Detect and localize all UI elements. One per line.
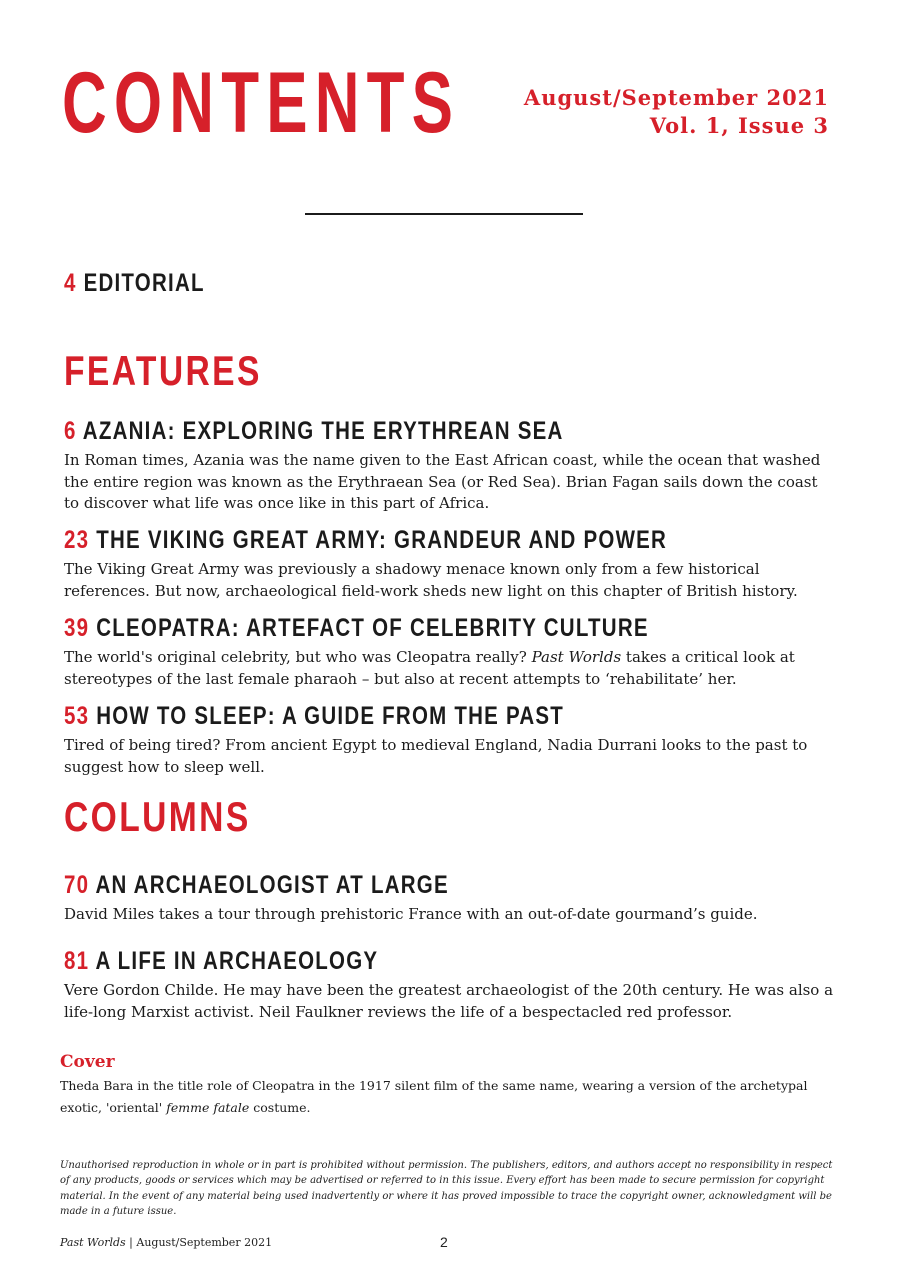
feature-description: The Viking Great Army was previously a shadowy menace known only from a few historical references. But now, archaeological field-work sheds new light on this chapter of British history. bbox=[64, 560, 798, 600]
column-entry-title[interactable] bbox=[64, 949, 378, 974]
issue-volume: Vol. 1, Issue 3 bbox=[649, 113, 829, 138]
feature-page-number: 23 bbox=[64, 526, 90, 554]
feature-description: Tired of being tired? From ancient Egypt to medieval England, Nadia Durrani looks to the past to suggest how to sleep well. bbox=[64, 736, 808, 776]
column-title: A LIFE IN ARCHAEOLOGY bbox=[95, 947, 379, 975]
footer-date: August/September 2021 bbox=[136, 1236, 273, 1249]
feature-page-number: 53 bbox=[64, 702, 90, 730]
editorial-title: EDITORIAL bbox=[83, 269, 205, 297]
title-divider bbox=[305, 213, 583, 215]
issue-info bbox=[524, 84, 829, 140]
feature-page-number: 39 bbox=[64, 614, 90, 642]
feature-title: HOW TO SLEEP: A GUIDE FROM THE PAST bbox=[96, 702, 565, 730]
cover-heading: Cover bbox=[60, 1052, 115, 1072]
feature-title: CLEOPATRA: ARTEFACT OF CELEBRITY CULTURE bbox=[96, 614, 649, 642]
feature-entry-title[interactable] bbox=[64, 419, 564, 444]
footer-separator: | bbox=[125, 1236, 137, 1249]
cover-caption bbox=[60, 1075, 840, 1119]
cover-caption-text: costume. bbox=[249, 1100, 311, 1115]
feature-description bbox=[64, 647, 834, 690]
editorial-page: 4 bbox=[64, 269, 77, 297]
feature-entry-title[interactable] bbox=[64, 704, 564, 729]
column-title: AN ARCHAEOLOGIST AT LARGE bbox=[95, 871, 449, 899]
footer-publication bbox=[60, 1236, 272, 1249]
column-page-number: 81 bbox=[64, 947, 90, 975]
features-heading: FEATURES bbox=[64, 347, 262, 394]
legal-notice: Unauthorised reproduction in whole or in part is prohibited without permission. The publishers, editors, and authors accept no responsibility in respect of any products, goods or services which may be advertised or referred to in this issue. Every effort has been made to secure permission for copyright material. In the event of any material being used inadvertently or where it has proved impossible to trace the copyright owner, acknowledgment will be made in a future issue. bbox=[60, 1160, 833, 1217]
issue-date: August/September 2021 bbox=[523, 85, 829, 110]
columns-heading: COLUMNS bbox=[64, 793, 251, 840]
editorial-entry[interactable] bbox=[64, 271, 205, 296]
page-title: CONTENTS bbox=[62, 55, 461, 151]
feature-title: THE VIKING GREAT ARMY: GRANDEUR AND POWER bbox=[96, 526, 668, 554]
cover-caption-italic: femme fatale bbox=[166, 1100, 250, 1115]
feature-title: AZANIA: EXPLORING THE ERYTHREAN SEA bbox=[82, 417, 564, 445]
footer-publication-name: Past Worlds bbox=[60, 1236, 126, 1249]
feature-entry-title[interactable] bbox=[64, 616, 649, 641]
feature-description-text: takes a critical look at stereotypes of the last female pharaoh – but also at recent attempts to ‘rehabilitate’ her. bbox=[64, 648, 795, 688]
feature-page-number: 6 bbox=[64, 417, 77, 445]
feature-description-text: The world's original celebrity, but who was Cleopatra really? bbox=[64, 648, 532, 666]
column-page-number: 70 bbox=[64, 871, 90, 899]
page-number: 2 bbox=[440, 1234, 448, 1250]
feature-entry-title[interactable] bbox=[64, 528, 667, 553]
column-description: Vere Gordon Childe. He may have been the greatest archaeologist of the 20th century. He was also a life-long Marxist activist. Neil Faulkner reviews the life of a bespectacled red professor. bbox=[64, 981, 834, 1021]
column-entry-title[interactable] bbox=[64, 873, 449, 898]
feature-description: In Roman times, Azania was the name given to the East African coast, while the ocean that washed the entire region was known as the Erythraean Sea (or Red Sea). Brian Fagan sails down the coast to discover what life was once like in this part of Africa. bbox=[64, 451, 821, 512]
column-description: David Miles takes a tour through prehistoric France with an out-of-date gourmand’s guide. bbox=[64, 905, 758, 923]
cover-caption-text: Theda Bara in the title role of Cleopatra in the 1917 silent film of the same name, wearing a version of the archetypal exotic, 'oriental' bbox=[60, 1078, 808, 1115]
publication-name: Past Worlds bbox=[531, 648, 622, 666]
